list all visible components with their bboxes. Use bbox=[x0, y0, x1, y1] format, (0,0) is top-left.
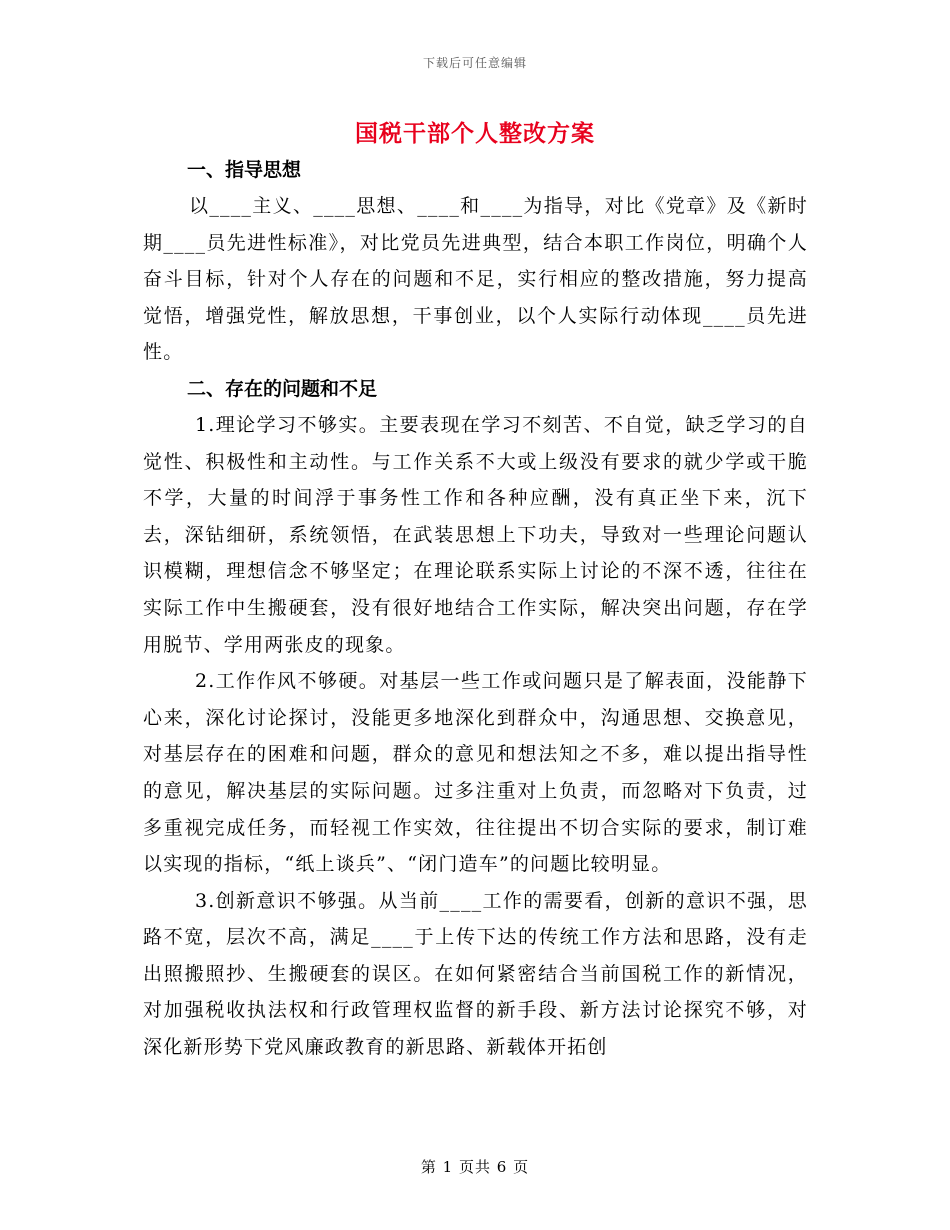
section-heading-problems: 二、存在的问题和不足 bbox=[187, 377, 378, 400]
section-heading-guiding-ideology: 一、指导思想 bbox=[187, 159, 302, 181]
paragraph-problem-3: 3.创新意识不够强。从当前____工作的需要看，创新的意识不强，思路不宽，层次不高，满足____于上传下达的传统工作方法和思路，没有走出照搬照抄、生搬硬套的误区。在如何紧密结合当前国税工作的新情况，对加强税收执法权和行政管理权监督的新手段、新方法讨论探究不够，对深化新形势下党风廉政教育的新思路、新载体开拓创 bbox=[143, 889, 808, 1059]
page-footer: 第 1 页共 6 页 bbox=[420, 1158, 530, 1176]
document-body bbox=[143, 152, 808, 1066]
paragraph-guiding-ideology: 以____主义、____思想、____和____为指导，对比《党章》及《新时期____员先进性标准》，对比党员先进典型，结合本职工作岗位，明确个人奋斗目标，针对个人存在的问题和不足，实行相应的整改措施，努力提高觉悟，增强党性，解放思想，干事创业，以个人实际行动体现____员先进性。 bbox=[143, 195, 808, 364]
paragraph-problem-2: 2.工作作风不够硬。对基层一些工作或问题只是了解表面，没能静下心来，深化讨论探讨，没能更多地深化到群众中，沟通思想、交换意见，对基层存在的困难和问题，群众的意见和想法知之不多，难以提出指导性的意见，解决基层的实际问题。过多注重对上负责，而忽略对下负责，过多重视完成任务，而轻视工作实效，往往提出不切合实际的要求，制订难以实现的指标，“纸上谈兵”、“闭门造车”的问题比较明显。 bbox=[143, 670, 808, 876]
paragraph-problem-1: 1.理论学习不够实。主要表现在学习不刻苦、不自觉，缺乏学习的自觉性、积极性和主动性。与工作关系不大或上级没有要求的就少学或干脆不学，大量的时间浮于事务性工作和各种应酬，没有真正坐下来，沉下去，深钻细研，系统领悟，在武装思想上下功夫，导致对一些理论问题认识模糊，理想信念不够坚定；在理论联系实际上讨论的不深不透，往往在实际工作中生搬硬套，没有很好地结合工作实际，解决突出问题，存在学用脱节、学用两张皮的现象。 bbox=[143, 413, 808, 656]
header-note: 下载后可任意编辑 bbox=[422, 56, 527, 70]
document-title: 国税干部个人整改方案 bbox=[355, 120, 595, 147]
